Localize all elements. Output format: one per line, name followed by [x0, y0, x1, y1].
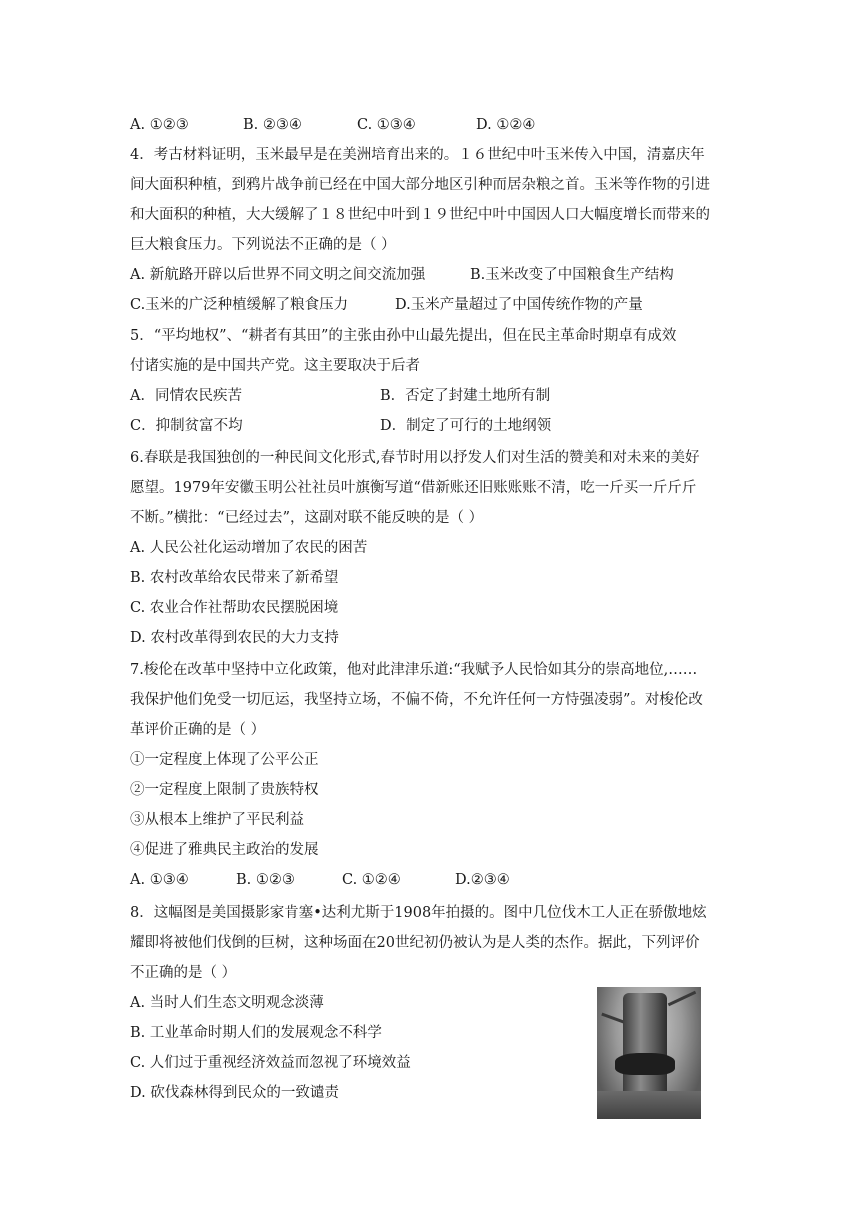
q8-stem-line-1: 8．这幅图是美国摄影家肯塞•达利尤斯于1908年拍摄的。图中几位伐木工人正在骄傲地炫	[130, 905, 707, 921]
q7-stem-line-3: 革评价正确的是（ ）	[130, 722, 266, 738]
q3-option-d: D. ①②④	[476, 117, 536, 133]
q7-stem-line-1: 7.梭伦在改革中坚持中立化政策，他对此津津乐道:“我赋予人民恰如其分的崇高地位,……	[130, 662, 698, 678]
q8-option-d: D. 砍伐森林得到民众的一致谴责	[130, 1085, 339, 1101]
q6-stem-line-2: 愿望。1979年安徽玉明公社社员叶旗衡写道“借新账还旧账账账不清，吃一斤买一斤斤斤	[130, 480, 697, 496]
q6-option-a: A. 人民公社化运动增加了农民的困苦	[130, 540, 368, 556]
q6-option-d: D. 农村改革得到农民的大力支持	[130, 630, 339, 646]
q8-stem-line-3: 不正确的是（ ）	[130, 965, 237, 981]
q7-statement-4: ④促进了雅典民主政治的发展	[130, 842, 319, 858]
loggers-giant-tree-photo	[597, 987, 701, 1119]
q3-option-a: A. ①②③	[130, 117, 189, 133]
q4-stem-line-3: 和大面积的种植，大大缓解了１８世纪中叶到１９世纪中叶中国因人口大幅度增长而带来的	[130, 207, 710, 223]
q7-option-a: A. ①③④	[130, 872, 189, 888]
q4-stem-line-4: 巨大粮食压力。下列说法不正确的是（ ）	[130, 237, 396, 253]
q7-option-c: C. ①②④	[342, 872, 401, 888]
q6-stem-line-1: 6.春联是我国独创的一种民间文化形式,春节时用以抒发人们对生活的赞美和对未来的美好	[130, 450, 700, 466]
q5-option-b: B．否定了封建土地所有制	[380, 388, 551, 404]
q8-option-a: A. 当时人们生态文明观念淡薄	[130, 995, 324, 1011]
photo-ground	[597, 1091, 701, 1119]
q3-option-c: C. ①③④	[357, 117, 416, 133]
q4-option-c: C.玉米的广泛种植缓解了粮食压力	[130, 297, 349, 313]
q7-option-d: D.②③④	[455, 872, 510, 888]
q5-option-c: C．抑制贫富不均	[130, 418, 243, 434]
q4-stem-line-1: 4．考古材料证明，玉米最早是在美洲培育出来的。１６世纪中叶玉米传入中国，清嘉庆年	[130, 147, 705, 163]
q7-statement-3: ③从根本上维护了平民利益	[130, 812, 304, 828]
q5-option-d: D．制定了可行的土地纲领	[380, 418, 552, 434]
q7-statement-1: ①一定程度上体现了公平公正	[130, 752, 319, 768]
q7-option-b: B. ①②③	[236, 872, 295, 888]
photo-branch	[668, 991, 696, 1006]
q6-option-c: C. 农业合作社帮助农民摆脱困境	[130, 600, 339, 616]
q4-option-a: A. 新航路开辟以后世界不同文明之间交流加强	[130, 267, 426, 283]
q8-option-b: B. 工业革命时期人们的发展观念不科学	[130, 1025, 382, 1041]
q3-option-b: B. ②③④	[243, 117, 302, 133]
q5-stem-line-1: 5．“平均地权”、“耕者有其田”的主张由孙中山最先提出，但在民主革命时期卓有成效	[130, 328, 677, 344]
q5-option-a: A．同情农民疾苦	[130, 388, 242, 404]
q8-stem-line-2: 耀即将被他们伐倒的巨树，这种场面在20世纪初仍被认为是人类的杰作。据此，下列评价	[130, 935, 700, 951]
q7-stem-line-2: 我保护他们免受一切厄运，我坚持立场，不偏不倚，不允许任何一方恃强凌弱”。对梭伦改	[130, 692, 703, 708]
q4-stem-line-2: 间大面积种植，到鸦片战争前已经在中国大部分地区引种而居杂粮之首。玉米等作物的引进	[130, 177, 710, 193]
q4-option-d: D.玉米产量超过了中国传统作物的产量	[395, 297, 643, 313]
q6-option-b: B. 农村改革给农民带来了新希望	[130, 570, 339, 586]
q6-stem-line-3: 不断。”横批：“已经过去”，这副对联不能反映的是（ ）	[130, 510, 484, 526]
q7-statement-2: ②一定程度上限制了贵族特权	[130, 782, 319, 798]
q8-option-c: C. 人们过于重视经济效益而忽视了环境效益	[130, 1055, 411, 1071]
q5-stem-line-2: 付诸实施的是中国共产党。这主要取决于后者	[130, 358, 420, 374]
photo-tree-notch	[615, 1053, 675, 1075]
q4-option-b: B.玉米改变了中国粮食生产结构	[470, 267, 674, 283]
